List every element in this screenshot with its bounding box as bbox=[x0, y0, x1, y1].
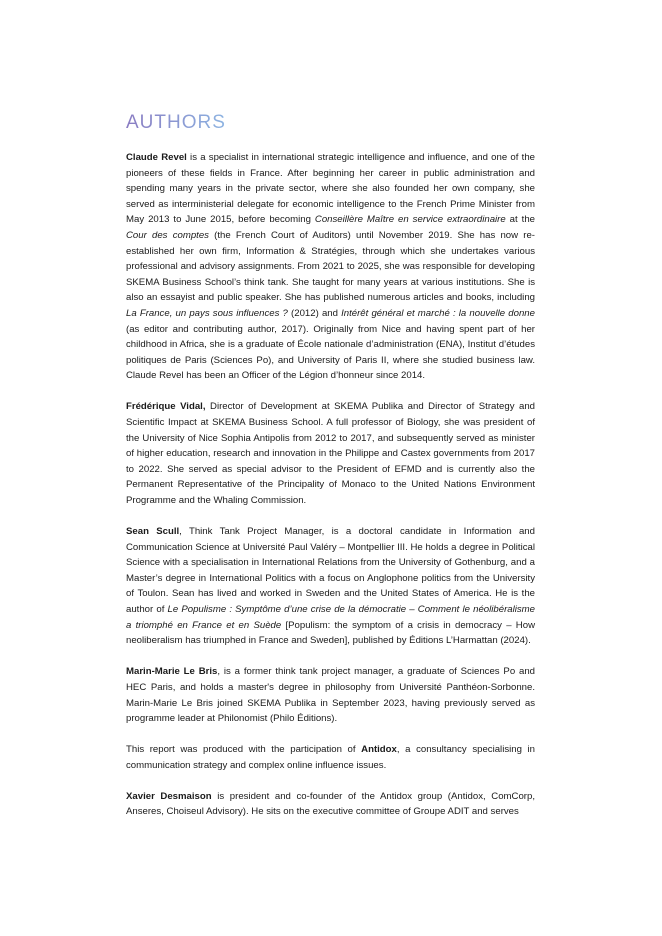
body-text: This report was produced with the participation of bbox=[126, 744, 362, 756]
italic-title: Conseillère Maître en service extraordinaire bbox=[314, 214, 506, 226]
author-paragraph bbox=[126, 789, 535, 820]
author-paragraph bbox=[126, 399, 535, 508]
author-name: Marin-Marie Le Bris bbox=[126, 666, 218, 678]
author-name: Xavier Desmaison bbox=[126, 790, 212, 802]
body-text: , Think Tank Project Manager, is a doctoral candidate in Information and Communication Science at Université Paul Valéry – Montpellier III. He holds a degree in Political Science with a specialisation in International Relations from the University of Gothenburg, and a Master’s degree in International Politics with a focus on Anglophone politics from the University of Toulon. Sean has lived and worked in Sweden and the United States of America. He is the author of bbox=[126, 526, 535, 616]
body-text: (as editor and contributing author, 2017). Originally from Nice and having spent part of her childhood in Africa, she is a graduate of École nationale d’administration (ENA), Institut d’études politiques de Paris (Sciences Po), and University of Paris II, where she studied business law. Claude Revel has been an Officer of the Légion d’honneur since 2014. bbox=[126, 323, 535, 382]
body-text: is a specialist in international strategic intelligence and influence, and one of the pioneers of these fields in France. After beginning her career in public administration and spending many years in the private sector, where she also founded her own company, she served as interministerial delegate for economic intelligence to the French Prime Minister from May 2013 to June 2015, before becoming bbox=[126, 152, 535, 226]
body-text: [Populism: the symptom of a crisis in democracy – How neoliberalism has triumphed in France and Sweden], published by Éditions L’Harmattan (2024). bbox=[126, 619, 535, 647]
body-text: is president and co-founder of the Antidox group (Antidox, ComCorp, Anseres, Choiseul Advisory). He sits on the executive committee of Groupe ADIT and serves bbox=[126, 790, 535, 818]
body-text: , a consultancy specialising in communication strategy and complex online influence issues. bbox=[126, 744, 535, 771]
author-paragraph bbox=[126, 150, 535, 384]
author-name: Sean Scull bbox=[126, 526, 180, 538]
author-name: Frédérique Vidal, bbox=[126, 401, 206, 413]
author-name: Claude Revel bbox=[126, 152, 187, 163]
italic-title: Le Populisme : Symptôme d’une crise de la démocratie – Comment le néolibéralisme a triomphé en France et en Suède bbox=[126, 604, 535, 631]
body-text: Director of Development at SKEMA Publika and Director of Strategy and Scientific Impact at SKEMA Business School. A full professor of Biology, she was president of the University of Nice Sophia Antipolis from 2012 to 2017, and subsequently served as minister of higher education, research and innovation in the Philippe and Castex governments from 2017 to 2022. She served as special advisor to the President of EFMD and is currently also the Permanent Representative of the Principality of Monaco to the United Nations Environment Programme and the Whaling Commission. bbox=[126, 401, 536, 506]
body-text: (the French Court of Auditors) until November 2019. She has now re-established her own firm, Information & Stratégies, through which she undertakes various professional and advisory assignments. From 2021 to 2025, she was responsible for developing SKEMA Business School’s think tank. She taught for many years at various institutions. She is also an essayist and public speaker. She has published numerous articles and books, including bbox=[126, 229, 536, 304]
italic-title: La France, un pays sous influences ? bbox=[126, 307, 288, 319]
author-paragraph bbox=[126, 664, 535, 726]
participation-note bbox=[126, 742, 535, 773]
author-paragraph bbox=[126, 524, 535, 649]
author-name: Antidox bbox=[361, 744, 397, 756]
body-text: (2012) and bbox=[287, 307, 342, 319]
page-title: AUTHORS bbox=[126, 112, 226, 133]
authors-section bbox=[126, 150, 535, 836]
body-text: , is a former think tank project manager, a graduate of Sciences Po and HEC Paris, and holds a master's degree in philosophy from Université Panthéon-Sorbonne. Marin-Marie Le Bris joined SKEMA Publika in September 2023, having previously served as programme leader at Philonomist (Philo Éditions). bbox=[126, 666, 535, 725]
body-text: at the bbox=[505, 214, 535, 226]
italic-title: Cour des comptes bbox=[126, 229, 209, 241]
italic-title: Intérêt général et marché : la nouvelle donne bbox=[341, 307, 535, 319]
